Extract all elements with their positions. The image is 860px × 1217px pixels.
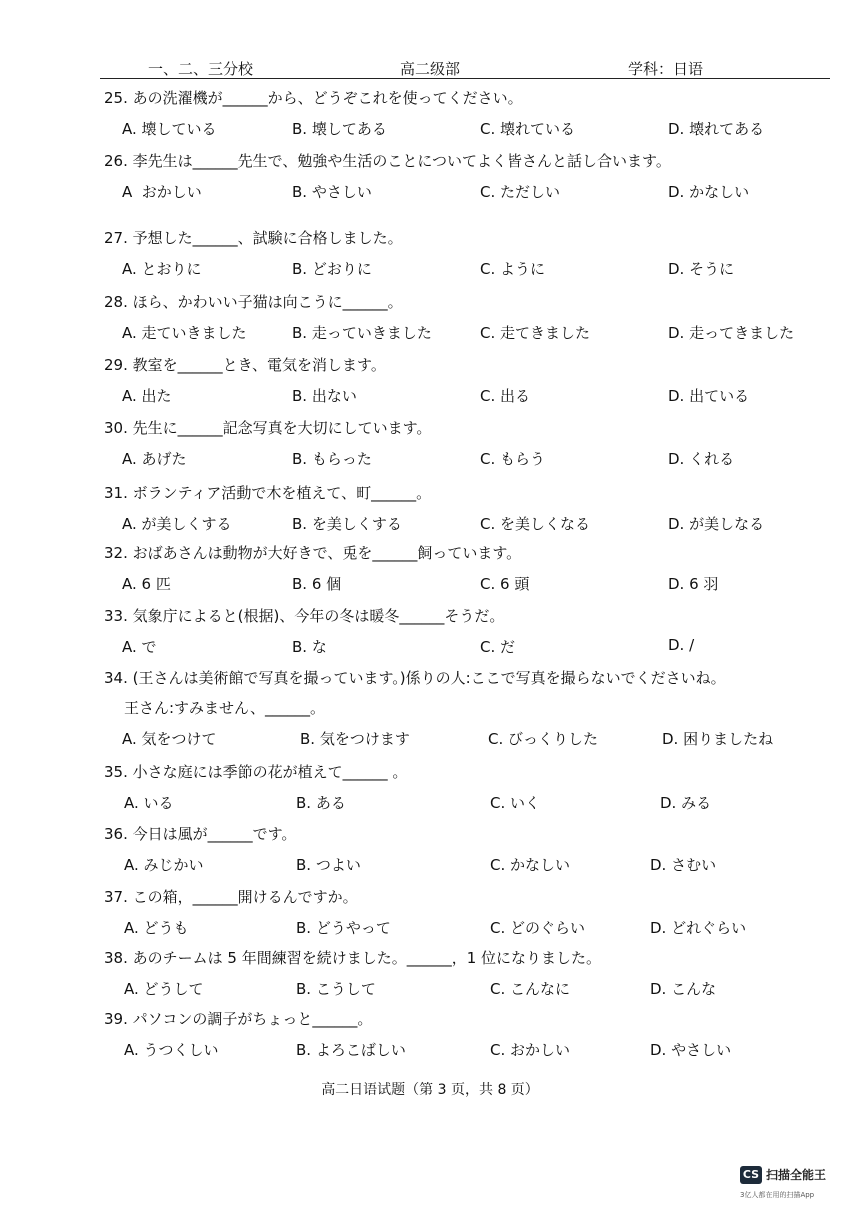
question-stem: 27. 予想した______、試験に合格しました。	[104, 229, 403, 247]
option-b: B. やさしい	[292, 183, 372, 201]
option-b: B. 出ない	[292, 387, 357, 405]
option-a: A. みじかい	[124, 856, 204, 874]
question-options	[104, 978, 814, 1000]
option-a: A. とおりに	[122, 260, 202, 278]
question-34	[104, 668, 814, 750]
option-c: C. びっくりした	[488, 730, 599, 748]
scanner-logo-icon: CS	[740, 1166, 762, 1184]
option-c: C. いく	[490, 794, 541, 812]
question-25	[104, 88, 814, 140]
question-26	[104, 151, 814, 203]
page-footer: 高二日语试题（第 3 页，共 8 页）	[321, 1082, 539, 1098]
option-b: B. 壊してある	[292, 120, 387, 138]
question-stem: 34. (王さんは美術館で写真を撮っています。)係りの人:ここで写真を撮らないでくださいね。	[104, 669, 726, 687]
question-stem: 33. 気象庁によると(根据)、今年の冬は暖冬______そうだ。	[104, 607, 505, 625]
question-options	[104, 118, 814, 140]
question-options	[104, 636, 814, 658]
option-c: C. かなしい	[490, 856, 571, 874]
scanner-app-name: 扫描全能王	[766, 1168, 827, 1182]
option-d: D. 出ている	[668, 387, 750, 405]
option-c: C. を美しくなる	[480, 515, 591, 533]
option-d: D. さむい	[650, 856, 717, 874]
question-31	[104, 483, 814, 535]
question-stem: 37. この箱，______開けるんですか。	[104, 888, 358, 906]
option-a: A. どうも	[124, 919, 189, 937]
option-d: D. みる	[660, 794, 712, 812]
question-stem: 28. ほら、かわいい子猫は向こうに______。	[104, 293, 403, 311]
scanner-watermark	[740, 1166, 850, 1206]
page-header	[100, 54, 830, 80]
question-options	[104, 854, 814, 876]
question-options	[104, 448, 814, 470]
question-stem: 29. 教室を______とき、電気を消します。	[104, 356, 386, 374]
option-b: B. どうやって	[296, 919, 391, 937]
question-32	[104, 543, 814, 595]
question-options	[104, 792, 814, 814]
question-38	[104, 948, 814, 1000]
question-stem: 30. 先生に______記念写真を大切にしています。	[104, 419, 432, 437]
question-stem: 25. あの洗濯機が______から、どうぞこれを使ってください。	[104, 89, 523, 107]
option-d: D. 走ってきました	[668, 324, 795, 342]
option-a: A. で	[122, 638, 157, 656]
option-b: B. を美しくする	[292, 515, 402, 533]
question-options	[104, 573, 814, 595]
question-36	[104, 824, 814, 876]
question-28	[104, 292, 814, 344]
option-c: C. 6 頭	[480, 575, 530, 593]
option-c: C. もらう	[480, 450, 546, 468]
option-d: D. 困りましたね	[662, 730, 774, 748]
option-c: C. 壊れている	[480, 120, 576, 138]
question-stem: 32. おばあさんは動物が大好きで、兎を______飼っています。	[104, 544, 522, 562]
option-c: C. だ	[480, 638, 516, 656]
option-d: D. が美しなる	[668, 515, 765, 533]
question-35	[104, 762, 814, 814]
option-b: B. こうして	[296, 980, 376, 998]
question-37	[104, 887, 814, 939]
option-a: A. うつくしい	[124, 1041, 219, 1059]
option-c: C. おかしい	[490, 1041, 571, 1059]
question-options	[104, 1039, 814, 1061]
question-stem: 38. あのチームは 5 年間練習を続けました。______，1 位になりました。	[104, 949, 602, 967]
option-c: C. こんなに	[490, 980, 571, 998]
header-subject: 学科：日语	[628, 60, 704, 78]
option-d: D. 壊れてある	[668, 120, 765, 138]
option-a: A. 出た	[122, 387, 172, 405]
option-d: D. やさしい	[650, 1041, 732, 1059]
option-a: A. どうして	[124, 980, 204, 998]
option-b: B. よろこばしい	[296, 1041, 406, 1059]
question-39	[104, 1009, 814, 1061]
option-c: C. ように	[480, 260, 546, 278]
question-options	[104, 322, 814, 344]
option-d: D. どれぐらい	[650, 919, 747, 937]
question-33	[104, 606, 814, 658]
option-c: C. ただしい	[480, 183, 561, 201]
option-b: B. ある	[296, 794, 346, 812]
question-options	[104, 917, 814, 939]
question-options	[104, 728, 814, 750]
option-b: B. もらった	[292, 450, 372, 468]
question-stem: 36. 今日は風が______です。	[104, 825, 297, 843]
question-stem-line-2: 王さん:すみません、______。	[124, 699, 325, 717]
question-options	[104, 258, 814, 280]
question-30	[104, 418, 814, 470]
question-options	[104, 513, 814, 535]
option-c: C. 走てきました	[480, 324, 591, 342]
header-schools: 一、二、三分校	[148, 60, 254, 78]
option-b: B. 走っていきました	[292, 324, 432, 342]
question-29	[104, 355, 814, 407]
scanner-tagline: 3亿人都在用的扫描App	[740, 1191, 815, 1199]
option-b: B. つよい	[296, 856, 361, 874]
option-a: A. 走ていきました	[122, 324, 247, 342]
option-a: A. 6 匹	[122, 575, 171, 593]
option-a: A. あげた	[122, 450, 187, 468]
option-a: A. いる	[124, 794, 174, 812]
question-stem: 31. ボランティア活動で木を植えて、町______。	[104, 484, 432, 502]
question-options	[104, 181, 814, 203]
option-d: D. 6 羽	[668, 575, 719, 593]
option-b: B. 6 個	[292, 575, 342, 593]
option-b: B. どおりに	[292, 260, 372, 278]
option-a: A. 気をつけて	[122, 730, 217, 748]
header-grade: 高二级部	[400, 60, 461, 78]
option-b: B. な	[292, 638, 327, 656]
option-d: D. こんな	[650, 980, 717, 998]
question-27	[104, 228, 814, 280]
option-b: B. 気をつけます	[300, 730, 410, 748]
option-c: C. 出る	[480, 387, 531, 405]
question-stem: 26. 李先生は______先生で、勉強や生活のことについてよく皆さんと話し合います。	[104, 152, 671, 170]
option-d: D. /	[668, 636, 695, 654]
question-stem: 35. 小さな庭には季節の花が植えて______ 。	[104, 763, 408, 781]
option-c: C. どのぐらい	[490, 919, 586, 937]
question-options	[104, 385, 814, 407]
header-rule	[100, 78, 830, 79]
option-a: A おかしい	[122, 183, 202, 201]
question-stem: 39. パソコンの調子がちょっと______。	[104, 1010, 373, 1028]
option-d: D. そうに	[668, 260, 735, 278]
option-a: A. が美しくする	[122, 515, 232, 533]
option-d: D. かなしい	[668, 183, 750, 201]
option-d: D. くれる	[668, 450, 735, 468]
option-a: A. 壊している	[122, 120, 217, 138]
